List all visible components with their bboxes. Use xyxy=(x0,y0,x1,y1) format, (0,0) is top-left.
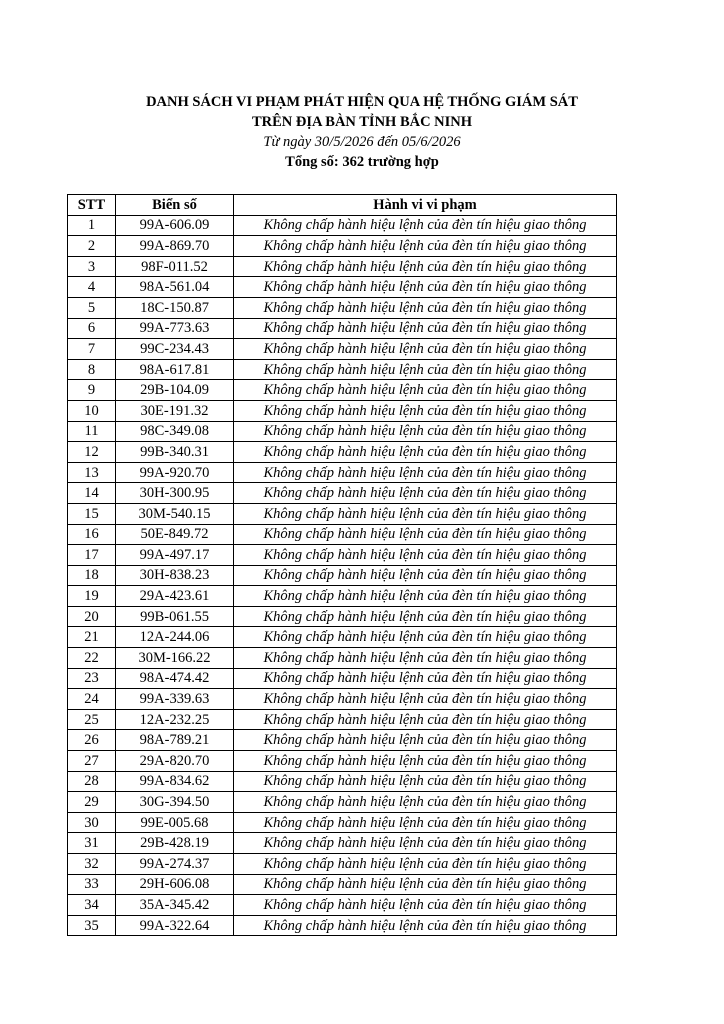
cell-plate: 99A-322.64 xyxy=(116,915,234,936)
cell-stt: 31 xyxy=(68,833,116,854)
cell-stt: 11 xyxy=(68,421,116,442)
cell-violation: Không chấp hành hiệu lệnh của đèn tín hiệu giao thông xyxy=(234,648,617,669)
cell-plate: 99A-920.70 xyxy=(116,462,234,483)
cell-violation: Không chấp hành hiệu lệnh của đèn tín hiệu giao thông xyxy=(234,792,617,813)
table-row xyxy=(68,689,617,710)
cell-violation: Không chấp hành hiệu lệnh của đèn tín hiệu giao thông xyxy=(234,380,617,401)
cell-plate: 98A-474.42 xyxy=(116,668,234,689)
table-row xyxy=(68,627,617,648)
cell-plate: 18C-150.87 xyxy=(116,297,234,318)
cell-violation: Không chấp hành hiệu lệnh của đèn tín hiệu giao thông xyxy=(234,256,617,277)
cell-plate: 29A-820.70 xyxy=(116,751,234,772)
table-row xyxy=(68,483,617,504)
cell-violation: Không chấp hành hiệu lệnh của đèn tín hiệu giao thông xyxy=(234,854,617,875)
cell-stt: 4 xyxy=(68,277,116,298)
cell-stt: 17 xyxy=(68,545,116,566)
cell-stt: 25 xyxy=(68,709,116,730)
document-title-line-2: TRÊN ĐỊA BÀN TỈNH BẮC NINH xyxy=(251,114,473,130)
cell-plate: 99A-834.62 xyxy=(116,771,234,792)
table-row xyxy=(68,730,617,751)
cell-stt: 22 xyxy=(68,648,116,669)
table-row xyxy=(68,503,617,524)
cell-plate: 98A-561.04 xyxy=(116,277,234,298)
table-row xyxy=(68,215,617,236)
cell-stt: 24 xyxy=(68,689,116,710)
table-row xyxy=(68,318,617,339)
cell-plate: 30H-300.95 xyxy=(116,483,234,504)
table-row xyxy=(68,545,617,566)
table-row xyxy=(68,421,617,442)
cell-plate: 99A-274.37 xyxy=(116,854,234,875)
column-header-stt: STT xyxy=(68,195,116,216)
column-header-plate: Biển số xyxy=(116,195,234,216)
cell-violation: Không chấp hành hiệu lệnh của đèn tín hiệu giao thông xyxy=(234,318,617,339)
cell-plate: 29B-104.09 xyxy=(116,380,234,401)
cell-stt: 8 xyxy=(68,359,116,380)
cell-plate: 99E-005.68 xyxy=(116,812,234,833)
cell-violation: Không chấp hành hiệu lệnh của đèn tín hiệu giao thông xyxy=(234,895,617,916)
cell-violation: Không chấp hành hiệu lệnh của đèn tín hiệu giao thông xyxy=(234,586,617,607)
table-row xyxy=(68,359,617,380)
column-header-violation: Hành vi vi phạm xyxy=(234,195,617,216)
cell-plate: 99A-497.17 xyxy=(116,545,234,566)
cell-plate: 29H-606.08 xyxy=(116,874,234,895)
cell-stt: 33 xyxy=(68,874,116,895)
cell-stt: 1 xyxy=(68,215,116,236)
cell-plate: 99A-606.09 xyxy=(116,215,234,236)
cell-stt: 28 xyxy=(68,771,116,792)
table-row xyxy=(68,606,617,627)
table-row xyxy=(68,462,617,483)
table-row xyxy=(68,895,617,916)
cell-violation: Không chấp hành hiệu lệnh của đèn tín hiệu giao thông xyxy=(234,524,617,545)
cell-violation: Không chấp hành hiệu lệnh của đèn tín hiệu giao thông xyxy=(234,215,617,236)
cell-plate: 12A-244.06 xyxy=(116,627,234,648)
cell-plate: 99A-339.63 xyxy=(116,689,234,710)
cell-plate: 30E-191.32 xyxy=(116,400,234,421)
cell-plate: 99B-061.55 xyxy=(116,606,234,627)
cell-stt: 21 xyxy=(68,627,116,648)
cell-stt: 12 xyxy=(68,442,116,463)
table-row xyxy=(68,751,617,772)
cell-violation: Không chấp hành hiệu lệnh của đèn tín hiệu giao thông xyxy=(234,771,617,792)
cell-stt: 35 xyxy=(68,915,116,936)
date-range: Từ ngày 30/5/2026 đến 05/6/2026 xyxy=(263,134,461,150)
cell-stt: 18 xyxy=(68,565,116,586)
cell-stt: 15 xyxy=(68,503,116,524)
cell-stt: 26 xyxy=(68,730,116,751)
cell-violation: Không chấp hành hiệu lệnh của đèn tín hiệu giao thông xyxy=(234,297,617,318)
cell-plate: 98A-789.21 xyxy=(116,730,234,751)
cell-plate: 30G-394.50 xyxy=(116,792,234,813)
cell-violation: Không chấp hành hiệu lệnh của đèn tín hiệu giao thông xyxy=(234,339,617,360)
cell-violation: Không chấp hành hiệu lệnh của đèn tín hiệu giao thông xyxy=(234,483,617,504)
cell-violation: Không chấp hành hiệu lệnh của đèn tín hiệu giao thông xyxy=(234,277,617,298)
total-count: Tổng số: 362 trường hợp xyxy=(285,154,439,170)
cell-violation: Không chấp hành hiệu lệnh của đèn tín hiệu giao thông xyxy=(234,565,617,586)
cell-violation: Không chấp hành hiệu lệnh của đèn tín hiệu giao thông xyxy=(234,545,617,566)
table-row xyxy=(68,380,617,401)
table-row xyxy=(68,854,617,875)
cell-plate: 99B-340.31 xyxy=(116,442,234,463)
cell-stt: 30 xyxy=(68,812,116,833)
table-body xyxy=(68,215,617,936)
cell-plate: 98F-011.52 xyxy=(116,256,234,277)
cell-stt: 9 xyxy=(68,380,116,401)
cell-stt: 29 xyxy=(68,792,116,813)
cell-plate: 35A-345.42 xyxy=(116,895,234,916)
table-row xyxy=(68,339,617,360)
table-row xyxy=(68,812,617,833)
cell-stt: 13 xyxy=(68,462,116,483)
cell-plate: 50E-849.72 xyxy=(116,524,234,545)
table-row xyxy=(68,648,617,669)
cell-violation: Không chấp hành hiệu lệnh của đèn tín hiệu giao thông xyxy=(234,730,617,751)
cell-violation: Không chấp hành hiệu lệnh của đèn tín hiệu giao thông xyxy=(234,503,617,524)
cell-violation: Không chấp hành hiệu lệnh của đèn tín hiệu giao thông xyxy=(234,668,617,689)
table-row xyxy=(68,277,617,298)
cell-violation: Không chấp hành hiệu lệnh của đèn tín hiệu giao thông xyxy=(234,359,617,380)
table-row xyxy=(68,400,617,421)
table-row xyxy=(68,565,617,586)
table-row xyxy=(68,256,617,277)
cell-violation: Không chấp hành hiệu lệnh của đèn tín hiệu giao thông xyxy=(234,627,617,648)
table-row xyxy=(68,236,617,257)
cell-violation: Không chấp hành hiệu lệnh của đèn tín hiệu giao thông xyxy=(234,606,617,627)
cell-plate: 98C-349.08 xyxy=(116,421,234,442)
table-header-row xyxy=(68,195,617,216)
cell-stt: 27 xyxy=(68,751,116,772)
cell-plate: 99C-234.43 xyxy=(116,339,234,360)
table-row xyxy=(68,668,617,689)
cell-stt: 19 xyxy=(68,586,116,607)
document-title-line-1: DANH SÁCH VI PHẠM PHÁT HIỆN QUA HỆ THỐNG GIÁM SÁT xyxy=(146,94,578,110)
cell-violation: Không chấp hành hiệu lệnh của đèn tín hiệu giao thông xyxy=(234,442,617,463)
cell-violation: Không chấp hành hiệu lệnh của đèn tín hiệu giao thông xyxy=(234,236,617,257)
cell-violation: Không chấp hành hiệu lệnh của đèn tín hiệu giao thông xyxy=(234,833,617,854)
table-row xyxy=(68,524,617,545)
cell-violation: Không chấp hành hiệu lệnh của đèn tín hiệu giao thông xyxy=(234,874,617,895)
cell-violation: Không chấp hành hiệu lệnh của đèn tín hiệu giao thông xyxy=(234,915,617,936)
cell-violation: Không chấp hành hiệu lệnh của đèn tín hiệu giao thông xyxy=(234,421,617,442)
table-row xyxy=(68,297,617,318)
cell-stt: 20 xyxy=(68,606,116,627)
cell-plate: 12A-232.25 xyxy=(116,709,234,730)
document-header xyxy=(0,92,724,172)
cell-stt: 23 xyxy=(68,668,116,689)
table-row xyxy=(68,915,617,936)
table-row xyxy=(68,874,617,895)
cell-violation: Không chấp hành hiệu lệnh của đèn tín hiệu giao thông xyxy=(234,400,617,421)
table-row xyxy=(68,833,617,854)
cell-stt: 3 xyxy=(68,256,116,277)
table-row xyxy=(68,709,617,730)
cell-plate: 29A-423.61 xyxy=(116,586,234,607)
table-row xyxy=(68,771,617,792)
cell-plate: 99A-869.70 xyxy=(116,236,234,257)
cell-violation: Không chấp hành hiệu lệnh của đèn tín hiệu giao thông xyxy=(234,462,617,483)
cell-plate: 99A-773.63 xyxy=(116,318,234,339)
cell-stt: 14 xyxy=(68,483,116,504)
cell-stt: 32 xyxy=(68,854,116,875)
cell-violation: Không chấp hành hiệu lệnh của đèn tín hiệu giao thông xyxy=(234,709,617,730)
cell-plate: 29B-428.19 xyxy=(116,833,234,854)
cell-stt: 6 xyxy=(68,318,116,339)
cell-stt: 5 xyxy=(68,297,116,318)
cell-violation: Không chấp hành hiệu lệnh của đèn tín hiệu giao thông xyxy=(234,751,617,772)
cell-violation: Không chấp hành hiệu lệnh của đèn tín hiệu giao thông xyxy=(234,689,617,710)
cell-stt: 2 xyxy=(68,236,116,257)
cell-stt: 16 xyxy=(68,524,116,545)
cell-plate: 30M-166.22 xyxy=(116,648,234,669)
cell-plate: 30H-838.23 xyxy=(116,565,234,586)
cell-plate: 98A-617.81 xyxy=(116,359,234,380)
violations-table xyxy=(67,194,617,936)
cell-violation: Không chấp hành hiệu lệnh của đèn tín hiệu giao thông xyxy=(234,812,617,833)
cell-stt: 34 xyxy=(68,895,116,916)
cell-plate: 30M-540.15 xyxy=(116,503,234,524)
table-row xyxy=(68,586,617,607)
table-row xyxy=(68,442,617,463)
cell-stt: 10 xyxy=(68,400,116,421)
cell-stt: 7 xyxy=(68,339,116,360)
table-row xyxy=(68,792,617,813)
